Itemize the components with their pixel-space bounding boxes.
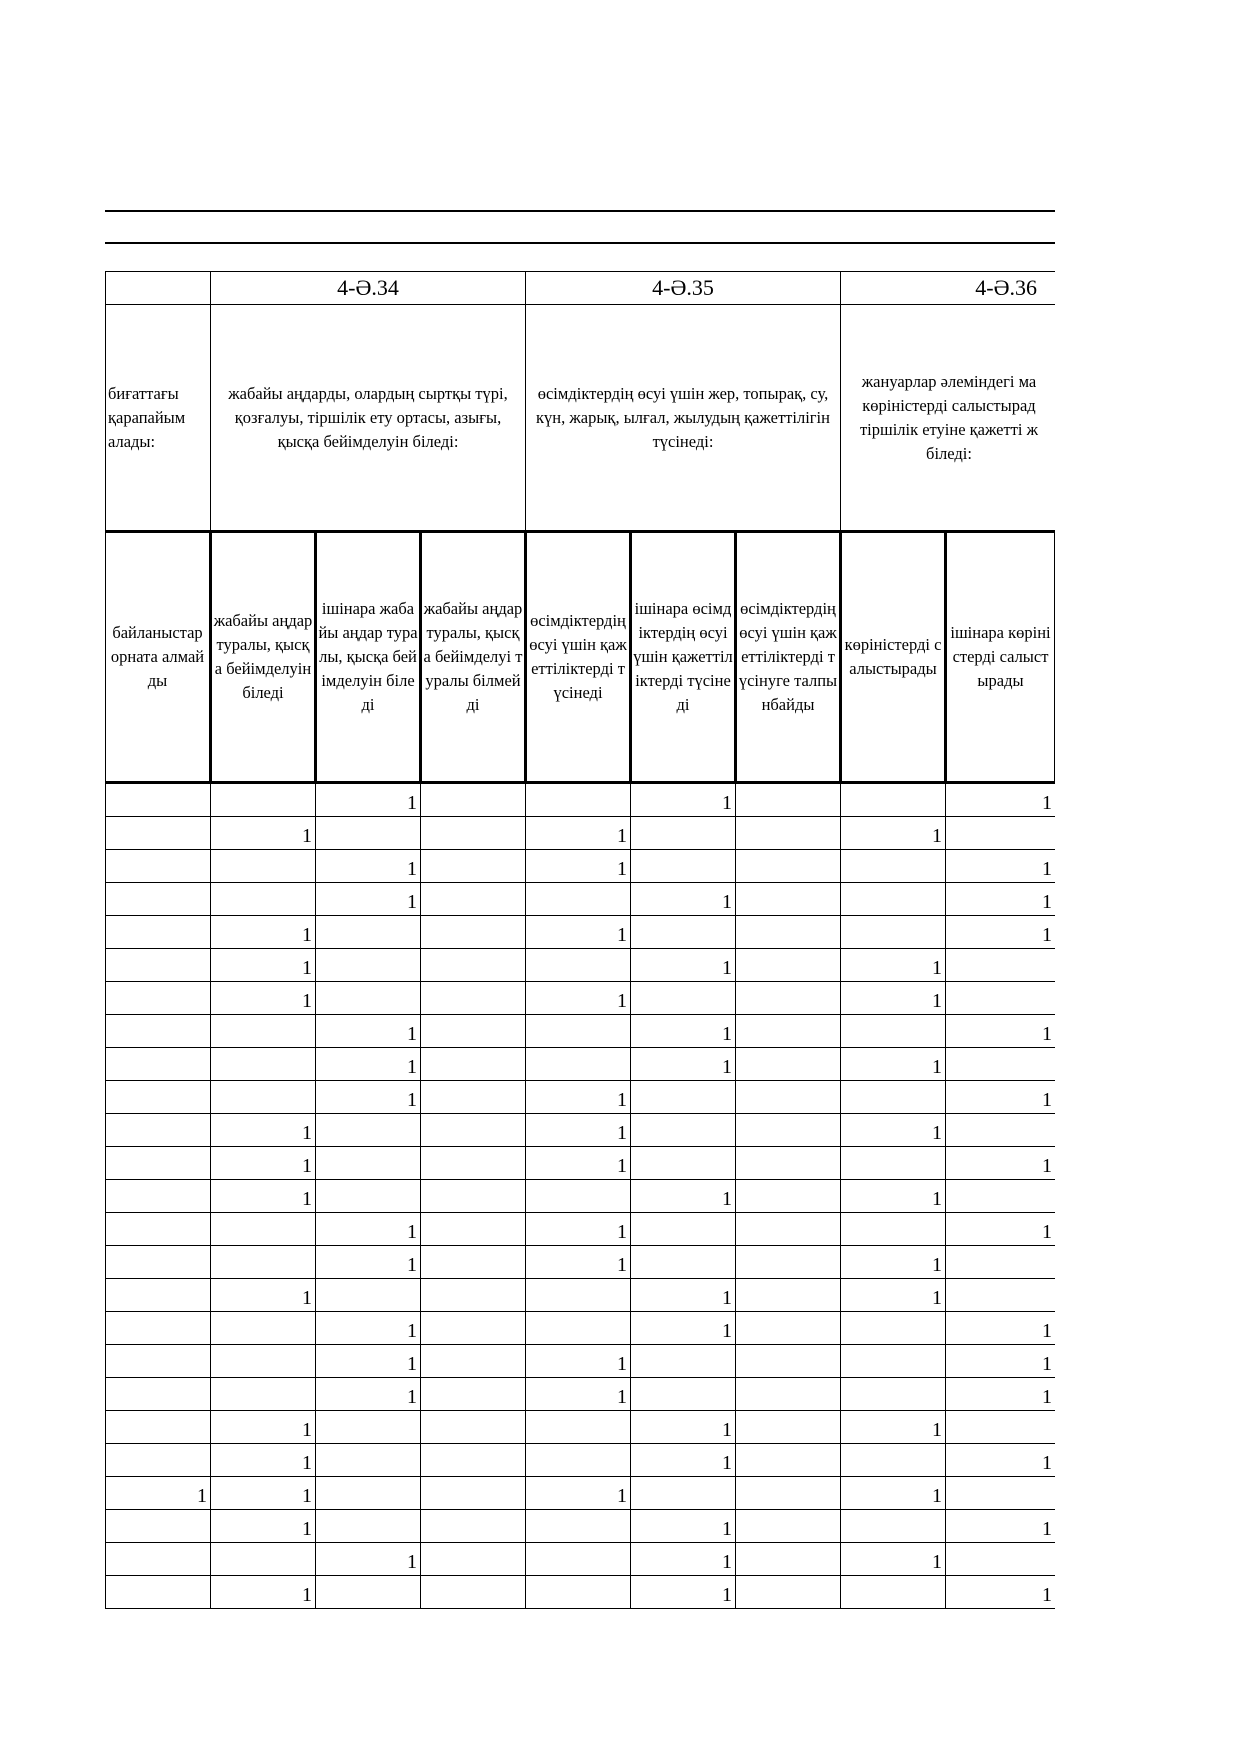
data-cell[interactable]: 1 (841, 1114, 946, 1147)
data-cell[interactable]: 1 (631, 949, 736, 982)
data-cell[interactable]: 1 (841, 1543, 946, 1576)
data-cell[interactable]: 1 (631, 783, 736, 817)
data-cell[interactable] (736, 1411, 841, 1444)
data-cell[interactable] (841, 1312, 946, 1345)
data-cell[interactable] (631, 1114, 736, 1147)
data-cell[interactable] (736, 1477, 841, 1510)
criteria-cell[interactable]: ішінара өсімдіктердің өсуі үшін қажеттіліктерді түсінеді (631, 532, 736, 783)
table-row (106, 1246, 1056, 1279)
data-cell[interactable] (841, 1213, 946, 1246)
data-cell[interactable] (106, 1081, 211, 1114)
data-cell[interactable] (526, 1576, 631, 1609)
spreadsheet (105, 271, 1055, 1629)
data-cell[interactable]: 1 (631, 1312, 736, 1345)
data-cell[interactable] (106, 1378, 211, 1411)
data-cell[interactable]: 1 (526, 1081, 631, 1114)
data-cell[interactable] (736, 949, 841, 982)
data-cell[interactable] (316, 949, 421, 982)
table-row (106, 1576, 1056, 1609)
data-cell[interactable]: 1 (946, 850, 1056, 883)
data-cell[interactable]: 1 (946, 1213, 1056, 1246)
data-cell[interactable] (946, 1411, 1056, 1444)
table-row (106, 1147, 1056, 1180)
data-cell[interactable] (211, 1543, 316, 1576)
data-cell[interactable] (841, 883, 946, 916)
data-cell[interactable] (421, 1114, 526, 1147)
data-cell[interactable] (526, 1048, 631, 1081)
table-row (106, 916, 1056, 949)
data-cell[interactable] (526, 783, 631, 817)
table-row (106, 1477, 1056, 1510)
data-cell[interactable] (526, 883, 631, 916)
data-cell[interactable] (211, 850, 316, 883)
data-cell[interactable] (106, 1147, 211, 1180)
data-cell[interactable]: 1 (946, 1510, 1056, 1543)
data-cell[interactable] (106, 1411, 211, 1444)
data-cell[interactable] (421, 1312, 526, 1345)
data-cell[interactable]: 1 (841, 817, 946, 850)
data-cell[interactable] (631, 1477, 736, 1510)
data-cell[interactable] (421, 1180, 526, 1213)
data-cell[interactable] (106, 817, 211, 850)
data-cell[interactable] (316, 982, 421, 1015)
data-cell[interactable] (631, 1213, 736, 1246)
data-cell[interactable]: 1 (526, 1246, 631, 1279)
data-cell[interactable] (631, 850, 736, 883)
criteria-cell[interactable]: көріністерді салыстырады (841, 532, 946, 783)
data-cell[interactable] (421, 783, 526, 817)
data-cell[interactable]: 1 (211, 1114, 316, 1147)
table-row (106, 817, 1056, 850)
data-cell[interactable] (526, 1411, 631, 1444)
data-cell[interactable] (316, 1477, 421, 1510)
data-cell[interactable]: 1 (946, 1147, 1056, 1180)
data-cell[interactable]: 1 (526, 1378, 631, 1411)
data-cell[interactable] (736, 1543, 841, 1576)
data-cell[interactable] (946, 1114, 1056, 1147)
data-cell[interactable] (211, 783, 316, 817)
data-cell[interactable]: 1 (631, 1015, 736, 1048)
data-cell[interactable]: 1 (946, 1378, 1056, 1411)
data-cell[interactable]: 1 (841, 982, 946, 1015)
data-cell[interactable] (736, 1213, 841, 1246)
table-row (106, 1312, 1056, 1345)
data-cell[interactable] (106, 982, 211, 1015)
data-cell[interactable] (736, 783, 841, 817)
table-row (106, 1378, 1056, 1411)
data-cell[interactable]: 1 (841, 1246, 946, 1279)
data-cell[interactable]: 1 (631, 1543, 736, 1576)
data-cell[interactable]: 1 (211, 1444, 316, 1477)
data-cell[interactable] (421, 1081, 526, 1114)
description-text: жануарлар әлеміндегі ма көріністерді салыстырад тіршілік етуіне қажетті ж біледі: (859, 371, 1039, 463)
data-cell[interactable]: 1 (946, 783, 1056, 817)
data-cell[interactable] (421, 850, 526, 883)
data-cell[interactable] (106, 1048, 211, 1081)
data-cell[interactable]: 1 (316, 883, 421, 916)
data-cell[interactable] (736, 1510, 841, 1543)
data-cell[interactable] (421, 949, 526, 982)
data-cell[interactable] (106, 1312, 211, 1345)
data-cell[interactable]: 1 (316, 1378, 421, 1411)
data-cell[interactable] (106, 783, 211, 817)
data-cell[interactable] (421, 1213, 526, 1246)
assessment-table (105, 271, 1055, 1609)
data-cell[interactable]: 1 (946, 1312, 1056, 1345)
code-cell-4-a-35[interactable]: 4-Ә.35 (526, 272, 841, 305)
data-cell[interactable] (316, 817, 421, 850)
data-cell[interactable]: 1 (946, 883, 1056, 916)
data-cell[interactable] (736, 1312, 841, 1345)
data-cell[interactable] (421, 1444, 526, 1477)
data-cell[interactable] (736, 1081, 841, 1114)
data-cell[interactable] (421, 817, 526, 850)
data-cell[interactable]: 1 (211, 1510, 316, 1543)
data-cell[interactable]: 1 (211, 817, 316, 850)
data-cell[interactable]: 1 (211, 1477, 316, 1510)
data-cell[interactable] (736, 1114, 841, 1147)
data-cell[interactable]: 1 (526, 850, 631, 883)
data-cell[interactable] (421, 1378, 526, 1411)
data-cell[interactable] (631, 817, 736, 850)
table-row (106, 1444, 1056, 1477)
data-cell[interactable] (421, 916, 526, 949)
data-cell[interactable] (946, 1543, 1056, 1576)
data-cell[interactable] (106, 883, 211, 916)
data-cell[interactable] (421, 1246, 526, 1279)
description-row (106, 305, 1056, 532)
data-cell[interactable] (106, 1246, 211, 1279)
data-cell[interactable] (736, 1015, 841, 1048)
data-cell[interactable] (736, 1147, 841, 1180)
data-cell[interactable] (841, 1444, 946, 1477)
data-cell[interactable]: 1 (946, 1015, 1056, 1048)
table-row (106, 1345, 1056, 1378)
description-cell[interactable]: өсімдіктердің өсуі үшін жер, топырақ, су, күн, жарық, ылғал, жылудың қажеттілігін түсінеді: (526, 305, 841, 532)
data-cell[interactable] (841, 1576, 946, 1609)
data-cell[interactable]: 1 (211, 982, 316, 1015)
data-cell[interactable] (106, 1345, 211, 1378)
data-cell[interactable] (316, 1279, 421, 1312)
table-row (106, 1213, 1056, 1246)
data-cell[interactable] (631, 916, 736, 949)
data-cell[interactable] (526, 1312, 631, 1345)
table-row (106, 1114, 1056, 1147)
data-cell[interactable] (736, 1378, 841, 1411)
data-cell[interactable] (841, 1081, 946, 1114)
data-cell[interactable]: 1 (316, 783, 421, 817)
data-cell[interactable] (736, 916, 841, 949)
code-cell-4-a-34[interactable]: 4-Ә.34 (211, 272, 526, 305)
data-cell[interactable] (316, 1510, 421, 1543)
data-cell[interactable]: 1 (631, 1279, 736, 1312)
criteria-cell[interactable]: ішінара көріністерді салыстырады (946, 532, 1056, 783)
data-cell[interactable] (841, 783, 946, 817)
data-cell[interactable]: 1 (526, 916, 631, 949)
table-row (106, 949, 1056, 982)
data-cell[interactable] (946, 1180, 1056, 1213)
code-cell-4-a-36[interactable]: 4-Ә.36 (841, 272, 1056, 305)
table-row (106, 1081, 1056, 1114)
data-cell[interactable] (211, 1213, 316, 1246)
top-rule-1 (105, 210, 1055, 212)
data-cell[interactable] (421, 1510, 526, 1543)
data-cell[interactable]: 1 (946, 1576, 1056, 1609)
data-cell[interactable]: 1 (631, 883, 736, 916)
data-cell[interactable] (736, 1576, 841, 1609)
data-cell[interactable] (631, 1378, 736, 1411)
data-cell[interactable]: 1 (841, 1180, 946, 1213)
data-cell[interactable] (106, 1213, 211, 1246)
data-cell[interactable] (526, 1180, 631, 1213)
data-cell[interactable] (841, 1378, 946, 1411)
table-row (106, 1180, 1056, 1213)
data-cell[interactable]: 1 (526, 1345, 631, 1378)
data-cell[interactable] (106, 1114, 211, 1147)
data-cell[interactable]: 1 (631, 1444, 736, 1477)
data-cell[interactable] (106, 1180, 211, 1213)
data-cell[interactable] (736, 982, 841, 1015)
table-row (106, 850, 1056, 883)
data-cell[interactable]: 1 (946, 1081, 1056, 1114)
table-row (106, 1510, 1056, 1543)
data-cell[interactable] (421, 1576, 526, 1609)
data-cell[interactable]: 1 (211, 1147, 316, 1180)
data-cell[interactable] (841, 1510, 946, 1543)
data-cell[interactable] (841, 1015, 946, 1048)
data-cell[interactable] (841, 850, 946, 883)
data-cell[interactable] (316, 1180, 421, 1213)
data-cell[interactable] (526, 1444, 631, 1477)
data-cell[interactable]: 1 (841, 1411, 946, 1444)
data-cell[interactable] (526, 1510, 631, 1543)
data-cell[interactable] (736, 1279, 841, 1312)
data-cell[interactable]: 1 (841, 1477, 946, 1510)
data-cell[interactable] (736, 1048, 841, 1081)
data-cell[interactable]: 1 (316, 1081, 421, 1114)
top-rule-2 (105, 242, 1055, 244)
table-row (106, 1543, 1056, 1576)
data-cell[interactable]: 1 (316, 1345, 421, 1378)
data-cell[interactable] (421, 1279, 526, 1312)
data-cell[interactable] (421, 883, 526, 916)
data-cell[interactable] (526, 1543, 631, 1576)
data-cell[interactable]: 1 (211, 1180, 316, 1213)
data-cell[interactable] (946, 1279, 1056, 1312)
table-row (106, 1411, 1056, 1444)
data-cell[interactable] (946, 1246, 1056, 1279)
data-cell[interactable] (736, 1345, 841, 1378)
data-cell[interactable]: 1 (841, 1279, 946, 1312)
data-cell[interactable] (211, 1345, 316, 1378)
data-cell[interactable]: 1 (211, 1411, 316, 1444)
data-cell[interactable]: 1 (316, 1312, 421, 1345)
data-cell[interactable] (316, 1147, 421, 1180)
data-cell[interactable]: 1 (316, 1213, 421, 1246)
data-cell[interactable] (631, 1246, 736, 1279)
table-row (106, 1015, 1056, 1048)
data-cell[interactable] (211, 1312, 316, 1345)
data-cell[interactable] (106, 1543, 211, 1576)
data-cell[interactable]: 1 (631, 1576, 736, 1609)
data-cell[interactable]: 1 (211, 949, 316, 982)
data-cell[interactable]: 1 (946, 916, 1056, 949)
code-row (106, 272, 1056, 305)
data-cell[interactable]: 1 (316, 850, 421, 883)
data-cell[interactable] (106, 1279, 211, 1312)
data-cell[interactable] (946, 1048, 1056, 1081)
data-cell[interactable] (736, 1180, 841, 1213)
criteria-cell[interactable]: жабайы аңдар туралы, қысқа бейімделуі туралы білмейді (421, 532, 526, 783)
data-cell[interactable]: 1 (526, 1114, 631, 1147)
data-cell[interactable] (316, 1114, 421, 1147)
data-cell[interactable] (211, 1246, 316, 1279)
data-cell[interactable] (631, 1345, 736, 1378)
data-cell[interactable]: 1 (526, 1477, 631, 1510)
data-cell[interactable]: 1 (211, 916, 316, 949)
data-cell[interactable]: 1 (526, 817, 631, 850)
data-cell[interactable] (946, 982, 1056, 1015)
data-cell[interactable] (421, 1048, 526, 1081)
data-cell[interactable] (421, 1411, 526, 1444)
data-cell[interactable]: 1 (526, 982, 631, 1015)
data-cell[interactable]: 1 (631, 1180, 736, 1213)
data-cell[interactable] (106, 1576, 211, 1609)
data-cell[interactable] (316, 1444, 421, 1477)
data-cell[interactable]: 1 (946, 1444, 1056, 1477)
data-cell[interactable]: 1 (316, 1048, 421, 1081)
data-cell[interactable] (841, 916, 946, 949)
data-cell[interactable] (946, 949, 1056, 982)
data-cell[interactable]: 1 (526, 1213, 631, 1246)
data-cell[interactable]: 1 (106, 1477, 211, 1510)
data-cell[interactable] (106, 850, 211, 883)
criteria-cell[interactable]: өсімдіктердің өсуі үшін қажеттіліктерді түсінуге талпынбайды (736, 532, 841, 783)
description-cell[interactable]: биғаттағы қарапайым алады: (106, 305, 211, 532)
data-cell[interactable] (946, 1477, 1056, 1510)
description-cell[interactable]: жабайы аңдарды, олардың сыртқы түрі, қозғалуы, тіршілік ету ортасы, азығы, қысқа бейімделуін біледі: (211, 305, 526, 532)
data-cell[interactable]: 1 (211, 1279, 316, 1312)
data-cell[interactable] (421, 1015, 526, 1048)
data-cell[interactable] (106, 916, 211, 949)
data-cell[interactable]: 1 (631, 1048, 736, 1081)
data-cell[interactable] (526, 1279, 631, 1312)
data-cell[interactable] (526, 1015, 631, 1048)
data-cell[interactable] (316, 1576, 421, 1609)
data-cell[interactable] (211, 1048, 316, 1081)
data-cell[interactable] (106, 1015, 211, 1048)
data-cell[interactable] (736, 817, 841, 850)
criteria-cell[interactable]: ішінара жабайы аңдар туралы, қысқа бейімделуін біледі (316, 532, 421, 783)
data-cell[interactable]: 1 (841, 949, 946, 982)
table-row (106, 883, 1056, 916)
criteria-cell[interactable]: өсімдіктердің өсуі үшін қажеттіліктерді түсінеді (526, 532, 631, 783)
data-cell[interactable] (736, 1444, 841, 1477)
data-cell[interactable] (736, 850, 841, 883)
description-cell[interactable] (841, 305, 1056, 532)
data-cell[interactable] (421, 1543, 526, 1576)
data-cell[interactable] (841, 1345, 946, 1378)
data-cell[interactable] (736, 1246, 841, 1279)
criteria-cell[interactable]: жабайы аңдар туралы, қысқа бейімделуін біледі (211, 532, 316, 783)
data-cell[interactable] (421, 982, 526, 1015)
table-row (106, 1048, 1056, 1081)
data-cell[interactable] (316, 1411, 421, 1444)
data-cell[interactable]: 1 (316, 1543, 421, 1576)
data-cell[interactable]: 1 (631, 1510, 736, 1543)
data-cell[interactable] (526, 949, 631, 982)
data-cell[interactable] (316, 916, 421, 949)
data-cell[interactable] (211, 1081, 316, 1114)
data-cell[interactable] (106, 1510, 211, 1543)
criteria-row (106, 532, 1056, 783)
data-cell[interactable] (946, 817, 1056, 850)
data-cell[interactable]: 1 (211, 1576, 316, 1609)
data-cell[interactable]: 1 (946, 1345, 1056, 1378)
data-cell[interactable] (421, 1477, 526, 1510)
data-cell[interactable] (211, 1378, 316, 1411)
criteria-cell[interactable]: байланыстар орната алмайды (106, 532, 211, 783)
data-cell[interactable] (631, 982, 736, 1015)
data-cell[interactable] (631, 1081, 736, 1114)
code-cell-blank[interactable] (106, 272, 211, 305)
data-cell[interactable]: 1 (526, 1147, 631, 1180)
data-cell[interactable]: 1 (631, 1411, 736, 1444)
data-cell[interactable] (211, 883, 316, 916)
data-cell[interactable] (211, 1015, 316, 1048)
data-cell[interactable] (421, 1147, 526, 1180)
table-row (106, 982, 1056, 1015)
data-cell[interactable] (841, 1147, 946, 1180)
data-cell[interactable]: 1 (316, 1015, 421, 1048)
data-cell[interactable] (631, 1147, 736, 1180)
table-row (106, 783, 1056, 817)
data-cell[interactable]: 1 (316, 1246, 421, 1279)
data-cell[interactable]: 1 (841, 1048, 946, 1081)
table-row (106, 1279, 1056, 1312)
data-cell[interactable] (421, 1345, 526, 1378)
data-cell[interactable] (736, 883, 841, 916)
data-cell[interactable] (106, 1444, 211, 1477)
data-cell[interactable] (106, 949, 211, 982)
